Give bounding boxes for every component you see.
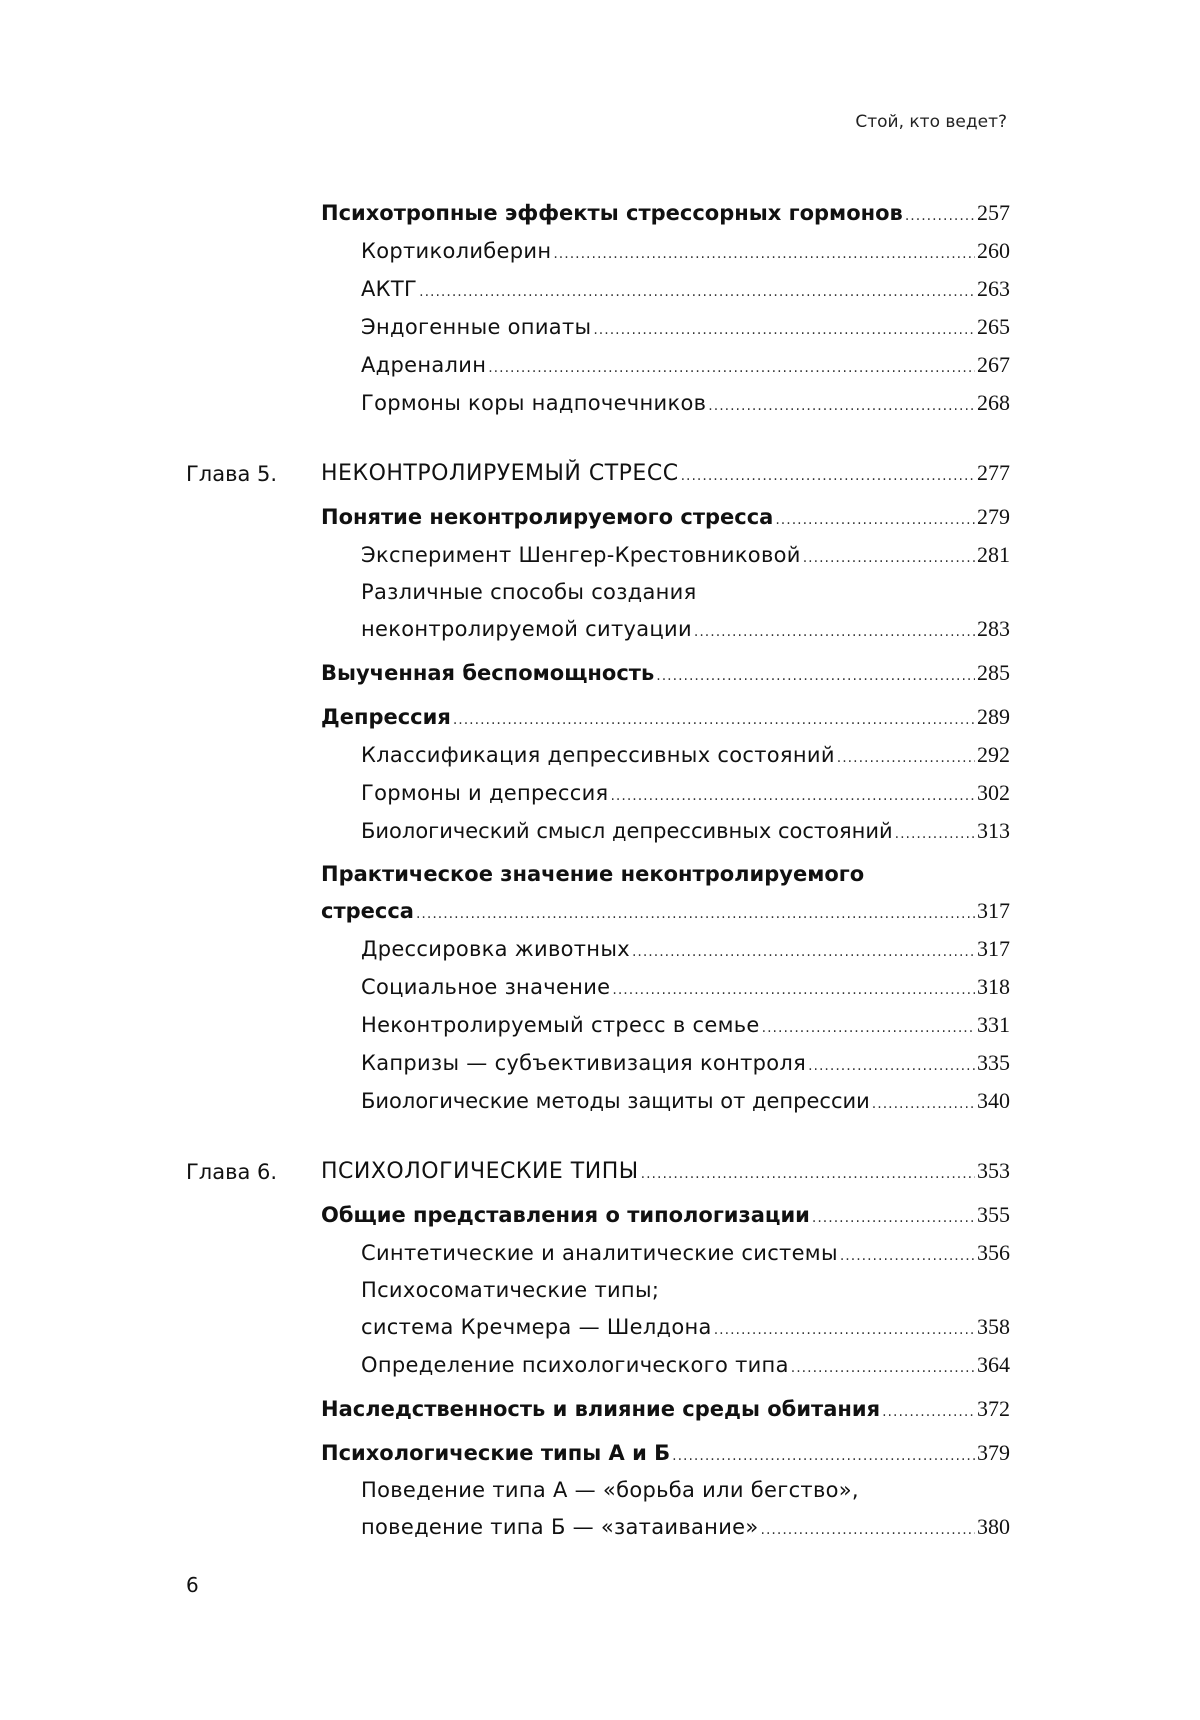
leader-dots <box>762 1020 975 1036</box>
toc-entry <box>361 780 1010 806</box>
running-header: Стой, кто ведет? <box>855 112 1007 132</box>
leader-dots <box>872 1096 975 1112</box>
toc-entry <box>321 898 1010 924</box>
toc-entry-title: Неконтролируемый стресс в семье <box>361 1013 760 1037</box>
toc-entry <box>361 390 1010 416</box>
toc-entry-page: 281 <box>977 542 1010 567</box>
leader-dots <box>672 1448 975 1464</box>
leader-dots <box>453 712 975 728</box>
toc-entry-page: 268 <box>977 390 1010 415</box>
toc-entry-page: 380 <box>977 1514 1010 1539</box>
toc-entry-title: Социальное значение <box>361 975 611 999</box>
chapter-title-row <box>321 460 1010 486</box>
toc-entry-title: Адреналин <box>361 353 487 377</box>
toc-entry <box>361 1514 1010 1540</box>
toc-entry <box>321 660 1010 686</box>
toc-entry <box>361 936 1010 962</box>
toc-entry <box>361 974 1010 1000</box>
leader-dots <box>632 944 975 960</box>
toc-entry-title: Депрессия <box>321 705 451 729</box>
toc-entry-page: 355 <box>977 1202 1010 1227</box>
toc-entry-page: 335 <box>977 1050 1010 1075</box>
leader-dots <box>775 512 975 528</box>
toc-entry-title-line2: стресса <box>321 899 414 923</box>
toc-entry-title: АКТГ <box>361 277 418 301</box>
toc-entry <box>361 314 1010 340</box>
toc-entry <box>321 200 1010 226</box>
toc-entry-page: 358 <box>977 1314 1010 1339</box>
leader-dots <box>882 1404 975 1420</box>
leader-dots <box>808 1058 975 1074</box>
toc-entry <box>361 1012 1010 1038</box>
toc-entry-page: 279 <box>977 504 1010 529</box>
toc-entry <box>361 1240 1010 1266</box>
toc-entry-page: 267 <box>977 352 1010 377</box>
toc-entry <box>321 1440 1010 1466</box>
chapter-page: 277 <box>977 460 1010 485</box>
toc-entry-title: Капризы — субъективизация контроля <box>361 1051 807 1075</box>
toc-entry <box>361 276 1010 302</box>
toc-entry-title-line1: Различные способы создания <box>361 580 697 604</box>
leader-dots <box>895 826 975 842</box>
chapter-page: 353 <box>977 1158 1010 1183</box>
chapter-title: НЕКОНТРОЛИРУЕМЫЙ СТРЕСС <box>321 461 679 486</box>
toc-entry-title: Общие представления о типологизации <box>321 1203 810 1227</box>
toc-entry-title: Биологический смысл депрессивных состояний <box>361 819 893 843</box>
toc-entry-page: 372 <box>977 1396 1010 1421</box>
toc-entry-page: 317 <box>977 936 1010 961</box>
toc-entry-page: 318 <box>977 974 1010 999</box>
toc-entry <box>361 352 1010 378</box>
toc-entry-page: 302 <box>977 780 1010 805</box>
toc-entry-page: 317 <box>977 898 1010 923</box>
toc-entry <box>361 742 1010 768</box>
toc-entry-title-line1: Поведение типа А — «борьба или бегство», <box>361 1478 859 1502</box>
toc-entry-title-line1: Психосоматические типы; <box>361 1278 660 1302</box>
toc-entry-title-line2: система Кречмера — Шелдона <box>361 1315 712 1339</box>
toc-entry <box>321 504 1010 530</box>
toc-entry-title: Эксперимент Шенгер-Крестовниковой <box>361 543 801 567</box>
leader-dots <box>694 624 975 640</box>
toc-entry <box>361 238 1010 264</box>
chapter-label: Глава 6. <box>186 1160 278 1184</box>
leader-dots <box>714 1322 975 1338</box>
toc-entry-title: Дрессировка животных <box>361 937 630 961</box>
toc-entry <box>361 616 1010 642</box>
leader-dots <box>681 468 975 484</box>
toc-entry-page: 292 <box>977 742 1010 767</box>
toc-entry-title-line2: поведение типа Б — «затаивание» <box>361 1515 759 1539</box>
toc-entry <box>361 1050 1010 1076</box>
leader-dots <box>416 906 975 922</box>
toc-entry-title: Биологические методы защиты от депрессии <box>361 1089 870 1113</box>
leader-dots <box>761 1522 975 1538</box>
toc-entry <box>361 542 1010 568</box>
toc-entry-page: 289 <box>977 704 1010 729</box>
chapter-label: Глава 5. <box>186 462 278 486</box>
toc-entry-page: 283 <box>977 616 1010 641</box>
toc-entry-page: 260 <box>977 238 1010 263</box>
chapter-title-row <box>321 1158 1010 1184</box>
leader-dots <box>837 750 975 766</box>
toc-entry-title: Классификация депрессивных состояний <box>361 743 835 767</box>
toc-entry-page: 313 <box>977 818 1010 843</box>
toc-entry-title: Кортиколиберин <box>361 239 552 263</box>
leader-dots <box>791 1360 975 1376</box>
toc-entry-title-line2: неконтролируемой ситуации <box>361 617 692 641</box>
toc-entry-title: Психологические типы А и Б <box>321 1441 671 1465</box>
toc-entry-page: 331 <box>977 1012 1010 1037</box>
toc-entry-page: 379 <box>977 1440 1010 1465</box>
toc-entry <box>321 1202 1010 1228</box>
toc-entry-page: 257 <box>977 200 1010 225</box>
leader-dots <box>656 668 975 684</box>
toc-entry-title: Эндогенные опиаты <box>361 315 592 339</box>
toc-entry <box>361 818 1010 844</box>
leader-dots <box>641 1166 975 1182</box>
toc-entry <box>361 1352 1010 1378</box>
leader-dots <box>803 550 975 566</box>
toc-entry-page: 364 <box>977 1352 1010 1377</box>
leader-dots <box>812 1210 975 1226</box>
toc-entry-title: Гормоны коры надпочечников <box>361 391 707 415</box>
toc-entry-title: Психотропные эффекты стрессорных гормонов <box>321 201 903 225</box>
toc-entry-page: 285 <box>977 660 1010 685</box>
toc-entry-page: 340 <box>977 1088 1010 1113</box>
toc-entry-title: Определение психологического типа <box>361 1353 789 1377</box>
toc-entry-title: Понятие неконтролируемого стресса <box>321 505 774 529</box>
toc-entry <box>361 1314 1010 1340</box>
toc-entry-title: Выученная беспомощность <box>321 661 655 685</box>
leader-dots <box>840 1248 975 1264</box>
toc-entry <box>321 704 1010 730</box>
leader-dots <box>610 788 975 804</box>
leader-dots <box>553 246 975 262</box>
chapter-title: ПСИХОЛОГИЧЕСКИЕ ТИПЫ <box>321 1159 639 1184</box>
leader-dots <box>488 360 975 376</box>
toc-entry <box>361 1088 1010 1114</box>
leader-dots <box>593 322 975 338</box>
toc-entry-title: Синтетические и аналитические системы <box>361 1241 838 1265</box>
toc-entry-title: Гормоны и депрессия <box>361 781 609 805</box>
leader-dots <box>708 398 975 414</box>
toc-entry-page: 265 <box>977 314 1010 339</box>
page-number: 6 <box>186 1573 199 1597</box>
toc-entry-page: 356 <box>977 1240 1010 1265</box>
leader-dots <box>905 208 975 224</box>
toc-entry-page: 263 <box>977 276 1010 301</box>
leader-dots <box>419 284 975 300</box>
toc-entry <box>321 1396 1010 1422</box>
leader-dots <box>612 982 975 998</box>
toc-entry-title-line1: Практическое значение неконтролируемого <box>321 862 865 886</box>
toc-entry-title: Наследственность и влияние среды обитания <box>321 1397 881 1421</box>
